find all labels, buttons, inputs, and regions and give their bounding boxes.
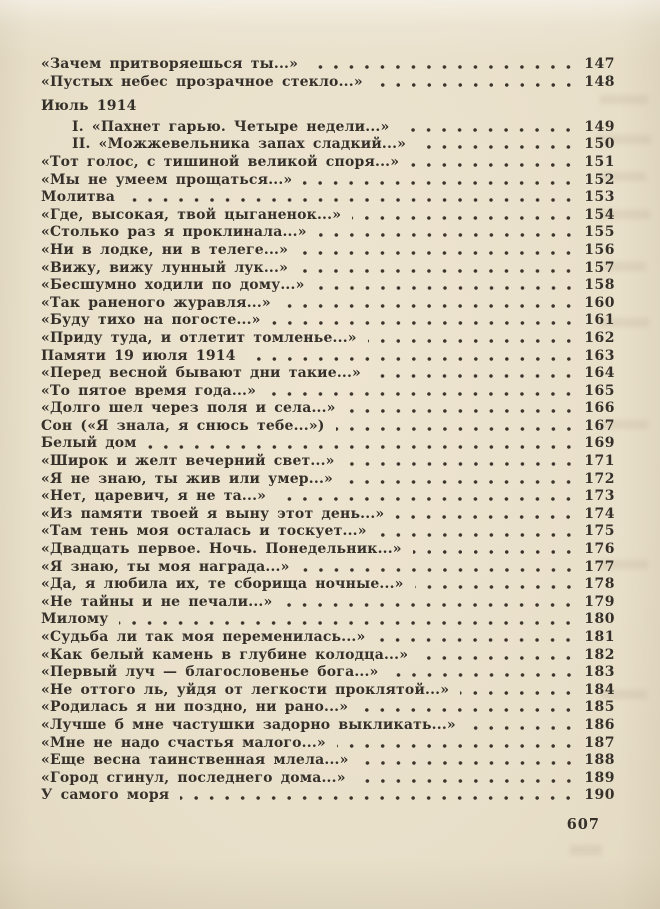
toc-entry-title: «Первый луч — благословенье бога...» — [41, 664, 379, 681]
toc-entry-title: «Родилась я ни поздно, ни рано...» — [41, 699, 349, 716]
toc-entry-page: 162 — [584, 329, 615, 346]
toc-entry-title: «То пятое время года...» — [41, 382, 257, 399]
toc-entry — [41, 735, 615, 753]
dot-leader — [337, 735, 577, 753]
toc-entry-title: «Тот голос, с тишиной великой споря...» — [41, 153, 400, 170]
toc-entry — [41, 435, 615, 453]
toc-entry-title: «Где, высокая, твой цыганенок...» — [41, 206, 342, 223]
toc-entry-title: У самого моря — [41, 787, 170, 804]
toc-entry-title: «Так раненого журавля...» — [41, 294, 271, 311]
toc-entry-page: 173 — [584, 488, 615, 505]
dot-leader — [359, 699, 577, 717]
toc-entry-title: «Перед весной бывают дни такие...» — [41, 365, 362, 382]
toc-section-heading — [41, 98, 615, 116]
dot-leader — [360, 752, 578, 770]
toc-entry-page: 171 — [584, 453, 615, 470]
toc-entry — [41, 717, 615, 735]
toc-entry-title: Милому — [41, 611, 109, 628]
toc-entry-title: «Приду туда, и отлетит томленье...» — [41, 329, 357, 346]
toc-entry — [41, 488, 615, 506]
dot-leader — [368, 330, 578, 348]
toc-entry-page: 164 — [584, 365, 615, 382]
toc-entry-title: «Судьба ли так моя переменилась...» — [41, 629, 366, 645]
toc-entry — [41, 242, 615, 260]
toc-entry — [41, 348, 615, 366]
toc-entry — [41, 594, 615, 612]
toc-entry-page: 154 — [584, 206, 615, 223]
toc-entry-page: 184 — [584, 681, 615, 698]
dot-leader — [301, 559, 578, 577]
toc-entry — [41, 365, 615, 383]
dot-leader — [336, 418, 578, 436]
toc-entry-page: 175 — [584, 523, 615, 540]
dot-leader — [148, 435, 578, 453]
toc-entry-title: «Бесшумно ходили по дому...» — [41, 277, 305, 294]
dot-leader — [400, 119, 577, 137]
toc-entry — [41, 207, 615, 225]
dot-leader — [344, 471, 577, 489]
dot-leader — [390, 664, 578, 682]
dot-leader — [283, 594, 577, 612]
toc-entry-page: 161 — [584, 312, 615, 329]
toc-entry-title: «Ни в лодке, ни в телеге...» — [41, 241, 289, 258]
toc-entry — [41, 453, 615, 471]
dot-leader — [352, 207, 577, 225]
toc-entry — [41, 74, 615, 92]
toc-entry — [41, 277, 615, 295]
toc-entry — [41, 154, 615, 172]
toc-entry — [41, 383, 615, 401]
toc-entry-title: «Город сгинул, последнего дома...» — [41, 769, 346, 786]
toc-entry-page: 183 — [584, 664, 615, 681]
dot-leader — [303, 172, 577, 190]
toc-entry-title: «Из памяти твоей я выну этот день...» — [41, 505, 385, 522]
toc-entry — [41, 506, 615, 524]
toc-entry — [41, 189, 615, 207]
toc-entry-page: 186 — [584, 716, 615, 733]
toc-entry-page: 158 — [584, 277, 615, 294]
toc-entry-page: 174 — [584, 505, 615, 522]
dot-leader — [419, 647, 577, 665]
toc-entry-page: 150 — [584, 136, 615, 153]
toc-entry — [41, 559, 615, 577]
toc-entry-page: 176 — [584, 541, 615, 558]
toc-entry-title: «Нет, царевич, я не та...» — [41, 488, 267, 505]
dot-leader — [417, 136, 577, 154]
toc-entry — [41, 629, 615, 647]
toc-entry-page: 169 — [584, 435, 615, 452]
dot-leader — [357, 770, 578, 788]
toc-entry-page: 190 — [584, 787, 615, 804]
toc-entry-page: 189 — [584, 769, 615, 786]
toc-entry-title: II. «Можжевельника запах сладкий...» — [72, 136, 407, 153]
table-of-contents — [41, 56, 615, 805]
toc-entry-page: 177 — [584, 558, 615, 575]
toc-entry — [41, 541, 615, 559]
toc-entry-page: 152 — [584, 171, 615, 188]
toc-entry — [41, 523, 615, 541]
toc-entry — [41, 682, 615, 700]
toc-entry — [41, 787, 615, 805]
dot-leader — [347, 400, 578, 418]
dot-leader — [378, 523, 578, 541]
toc-entry — [41, 770, 615, 788]
toc-entry — [41, 295, 615, 313]
toc-entry — [41, 611, 615, 629]
toc-entry-title: «Там тень моя осталась и тоскует...» — [41, 523, 367, 540]
dot-leader — [318, 224, 578, 242]
toc-entry-title: «Не оттого ль, уйдя от легкости проклятой...» — [41, 681, 450, 698]
dot-leader — [180, 787, 577, 805]
toc-entry — [41, 418, 615, 436]
toc-entry-page: 182 — [584, 646, 615, 663]
toc-entry — [41, 119, 615, 137]
toc-entry-page: 180 — [584, 611, 615, 628]
toc-entry-title: «Буду тихо на погосте...» — [41, 312, 261, 329]
toc-entry-page: 178 — [584, 576, 615, 593]
toc-entry-title: Молитва — [41, 189, 115, 206]
toc-entry-title: «Я знаю, ты моя награда...» — [41, 558, 290, 575]
toc-entry-page: 166 — [584, 400, 615, 417]
dot-leader — [267, 383, 577, 401]
toc-entry-page: 188 — [584, 752, 615, 769]
dot-leader — [316, 277, 578, 295]
toc-entry-page: 155 — [584, 224, 615, 241]
dot-leader — [299, 260, 577, 278]
dot-leader — [126, 189, 577, 207]
toc-entry-page: 148 — [584, 73, 615, 90]
toc-entry-page: 147 — [584, 56, 615, 72]
toc-entry-page: 179 — [584, 593, 615, 610]
page-number: 607 — [566, 816, 600, 833]
toc-entry — [41, 56, 615, 74]
toc-entry-page: 156 — [584, 241, 615, 258]
toc-entry-title: Белый дом — [41, 435, 137, 452]
toc-entry — [41, 330, 615, 348]
toc-entry — [41, 312, 615, 330]
toc-entry-title: Памяти 19 июля 1914 — [41, 347, 236, 364]
toc-entry-title: «Двадцать первое. Ночь. Понедельник...» — [41, 541, 402, 558]
toc-entry-page: 160 — [584, 294, 615, 311]
toc-entry-title: «Не тайны и не печали...» — [41, 593, 273, 610]
toc-entry-page: 163 — [584, 347, 615, 364]
toc-entry — [41, 224, 615, 242]
toc-entry-page: 185 — [584, 699, 615, 716]
toc-entry-page: 165 — [584, 382, 615, 399]
dot-leader — [119, 611, 577, 629]
toc-entry-title: «Еще весна таинственная млела...» — [41, 752, 349, 769]
dot-leader — [372, 365, 577, 383]
toc-entry-title: «Долго шел через поля и села...» — [41, 400, 336, 417]
toc-entry-title: «Лучше б мне частушки задорно выкликать...» — [41, 716, 456, 733]
toc-entry-title: «Пустых небес прозрачное стекло...» — [41, 73, 363, 90]
toc-entry-page: 181 — [584, 629, 615, 645]
toc-entry — [41, 400, 615, 418]
toc-entry-page: 149 — [584, 118, 615, 135]
toc-entry — [41, 647, 615, 665]
dot-leader — [346, 453, 578, 471]
toc-entry-title: «Да, я любила их, те сборища ночные...» — [41, 576, 404, 593]
toc-entry-title: Июль 1914 — [41, 98, 137, 115]
toc-entry-page: 172 — [584, 470, 615, 487]
dot-leader — [395, 506, 577, 524]
dot-leader — [467, 717, 577, 735]
toc-entry-title: «Столько раз я проклинала...» — [41, 224, 307, 241]
dot-leader — [413, 541, 578, 559]
toc-entry-title: I. «Пахнет гарью. Четыре недели...» — [72, 118, 390, 135]
dot-leader — [376, 629, 577, 647]
toc-entry — [41, 752, 615, 770]
dot-leader — [299, 242, 577, 260]
toc-entry — [41, 136, 615, 154]
dot-leader — [309, 56, 577, 74]
toc-entry-title: «Как белый камень в глубине колодца...» — [41, 646, 409, 663]
toc-entry-title: «Вижу, вижу лунный лук...» — [41, 259, 289, 276]
dot-leader — [247, 348, 578, 366]
toc-entry-page: 157 — [584, 259, 615, 276]
show-through-texture — [570, 845, 602, 855]
dot-leader — [415, 576, 578, 594]
toc-entry-title: «Я не знаю, ты жив или умер...» — [41, 470, 333, 487]
dot-leader — [374, 74, 578, 92]
toc-entry-title: Сон («Я знала, я снюсь тебе...») — [41, 417, 325, 434]
toc-entry-page: 153 — [584, 189, 615, 206]
toc-entry — [41, 576, 615, 594]
toc-entry — [41, 260, 615, 278]
toc-entry-title: «Широк и желт вечерний свет...» — [41, 453, 335, 470]
toc-entry — [41, 471, 615, 489]
dot-leader — [282, 295, 577, 313]
dot-leader — [410, 154, 577, 172]
toc-entry-title: «Зачем притворяешься ты...» — [41, 56, 299, 72]
toc-entry — [41, 172, 615, 190]
toc-entry-page: 167 — [584, 417, 615, 434]
toc-entry — [41, 664, 615, 682]
toc-entry-page: 151 — [584, 153, 615, 170]
toc-entry-title: «Мы не умеем прощаться...» — [41, 171, 293, 188]
toc-entry-page: 187 — [584, 734, 615, 751]
toc-entry — [41, 699, 615, 717]
dot-leader — [277, 488, 577, 506]
dot-leader — [460, 682, 577, 700]
dot-leader — [272, 312, 578, 330]
toc-entry-title: «Мне не надо счастья малого...» — [41, 734, 326, 751]
